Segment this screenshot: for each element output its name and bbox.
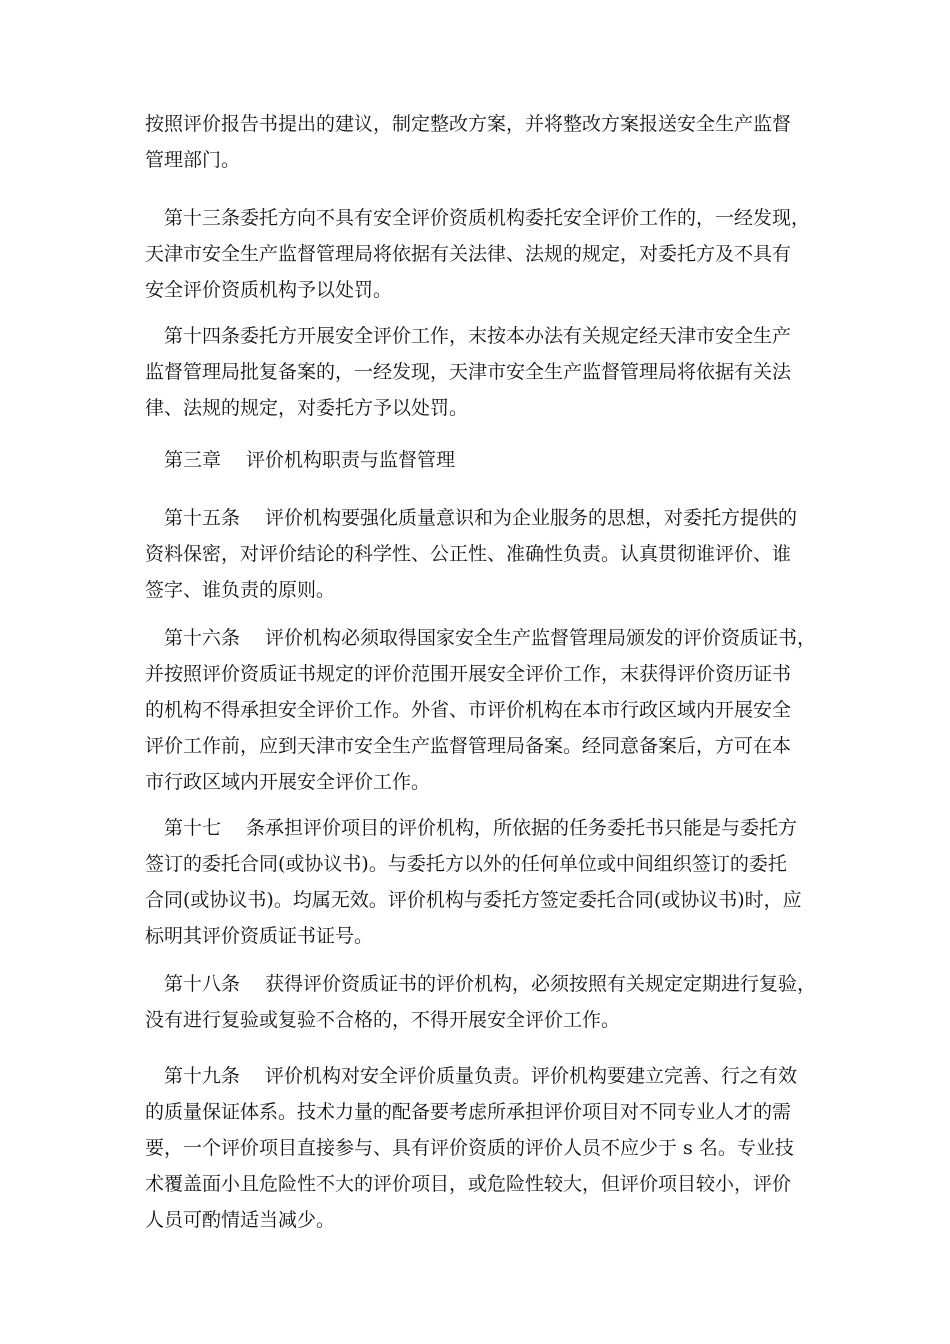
text-line: 的质量保证体系。技术力量的配备要考虑所承担评价项目对不同专业人才的需: [145, 1101, 792, 1123]
text-line: 天津市安全生产监督管理局将依据有关法律、法规的规定，对委托方及不具有: [145, 243, 792, 265]
article-15: [145, 500, 815, 608]
article-14: [145, 318, 815, 426]
text-line: 第十五条 评价机构要强化质量意识和为企业服务的思想，对委托方提供的: [145, 507, 798, 529]
text-line: 资料保密，对评价结论的科学性、公正性、准确性负责。认真贯彻谁评价、谁: [145, 543, 792, 565]
article-18: [145, 966, 815, 1038]
chapter-3-heading: [145, 442, 815, 478]
text-line: 第十三条委托方向不具有安全评价资质机构委托安全评价工作的，一经发现，: [145, 207, 811, 229]
text-line: 第十四条委托方开展安全评价工作，末按本办法有关规定经天津市安全生产: [145, 325, 792, 347]
text-line: 评价工作前，应到天津市安全生产监督管理局备案。经同意备案后，方可在本: [145, 735, 792, 757]
text-line: 第十九条 评价机构对安全评价质量负责。评价机构要建立完善、行之有效: [145, 1065, 798, 1087]
text-line: 并按照评价资质证书规定的评价范围开展安全评价工作，末获得评价资历证书: [145, 663, 792, 685]
text-line: 监督管理局批复备案的，一经发现，天津市安全生产监督管理局将依据有关法: [145, 361, 792, 383]
text-line: 要，一个评价项目直接参与、具有评价资质的评价人员不应少于 s 名。专业技: [145, 1137, 794, 1159]
paragraph-continuation: [145, 106, 815, 178]
text-line: 第十六条 评价机构必须取得国家安全生产监督管理局颁发的评价资质证书，: [145, 627, 817, 649]
text-line: 第十七 条承担评价项目的评价机构，所依据的任务委托书只能是与委托方: [145, 817, 798, 839]
text-line: 安全评价资质机构予以处罚。: [145, 279, 393, 301]
text-line: 签字、谁负责的原则。: [145, 579, 336, 601]
text-line: 没有进行复验或复验不合格的，不得开展安全评价工作。: [145, 1009, 621, 1031]
article-16: [145, 620, 815, 800]
text-line: 管理部门。: [145, 149, 241, 171]
text-line: 第十八条 获得评价资质证书的评价机构，必须按照有关规定定期进行复验，: [145, 973, 817, 995]
text-line: 市行政区域内开展安全评价工作。: [145, 771, 431, 793]
article-19: [145, 1058, 815, 1238]
text-line: 律、法规的规定，对委托方予以处罚。: [145, 397, 469, 419]
text-line: 人员可酌情适当减少。: [145, 1209, 336, 1231]
text-line: 的机构不得承担安全评价工作。外省、市评价机构在本市行政区域内开展安全: [145, 699, 792, 721]
text-line: 签订的委托合同(或协议书)。与委托方以外的任何单位或中间组织签订的委托: [145, 853, 787, 875]
text-line: 第三章 评价机构职责与监督管理: [145, 449, 456, 471]
text-line: 术覆盖面小且危险性不大的评价项目，或危险性较大，但评价项目较小，评价: [145, 1173, 792, 1195]
article-17: [145, 810, 815, 954]
text-line: 合同(或协议书)。均属无效。评价机构与委托方签定委托合同(或协议书)时，应: [145, 889, 802, 911]
article-13: [145, 200, 815, 308]
text-line: 按照评价报告书提出的建议，制定整改方案，并将整改方案报送安全生产监督: [145, 113, 792, 135]
text-line: 标明其评价资质证书证号。: [145, 925, 374, 947]
